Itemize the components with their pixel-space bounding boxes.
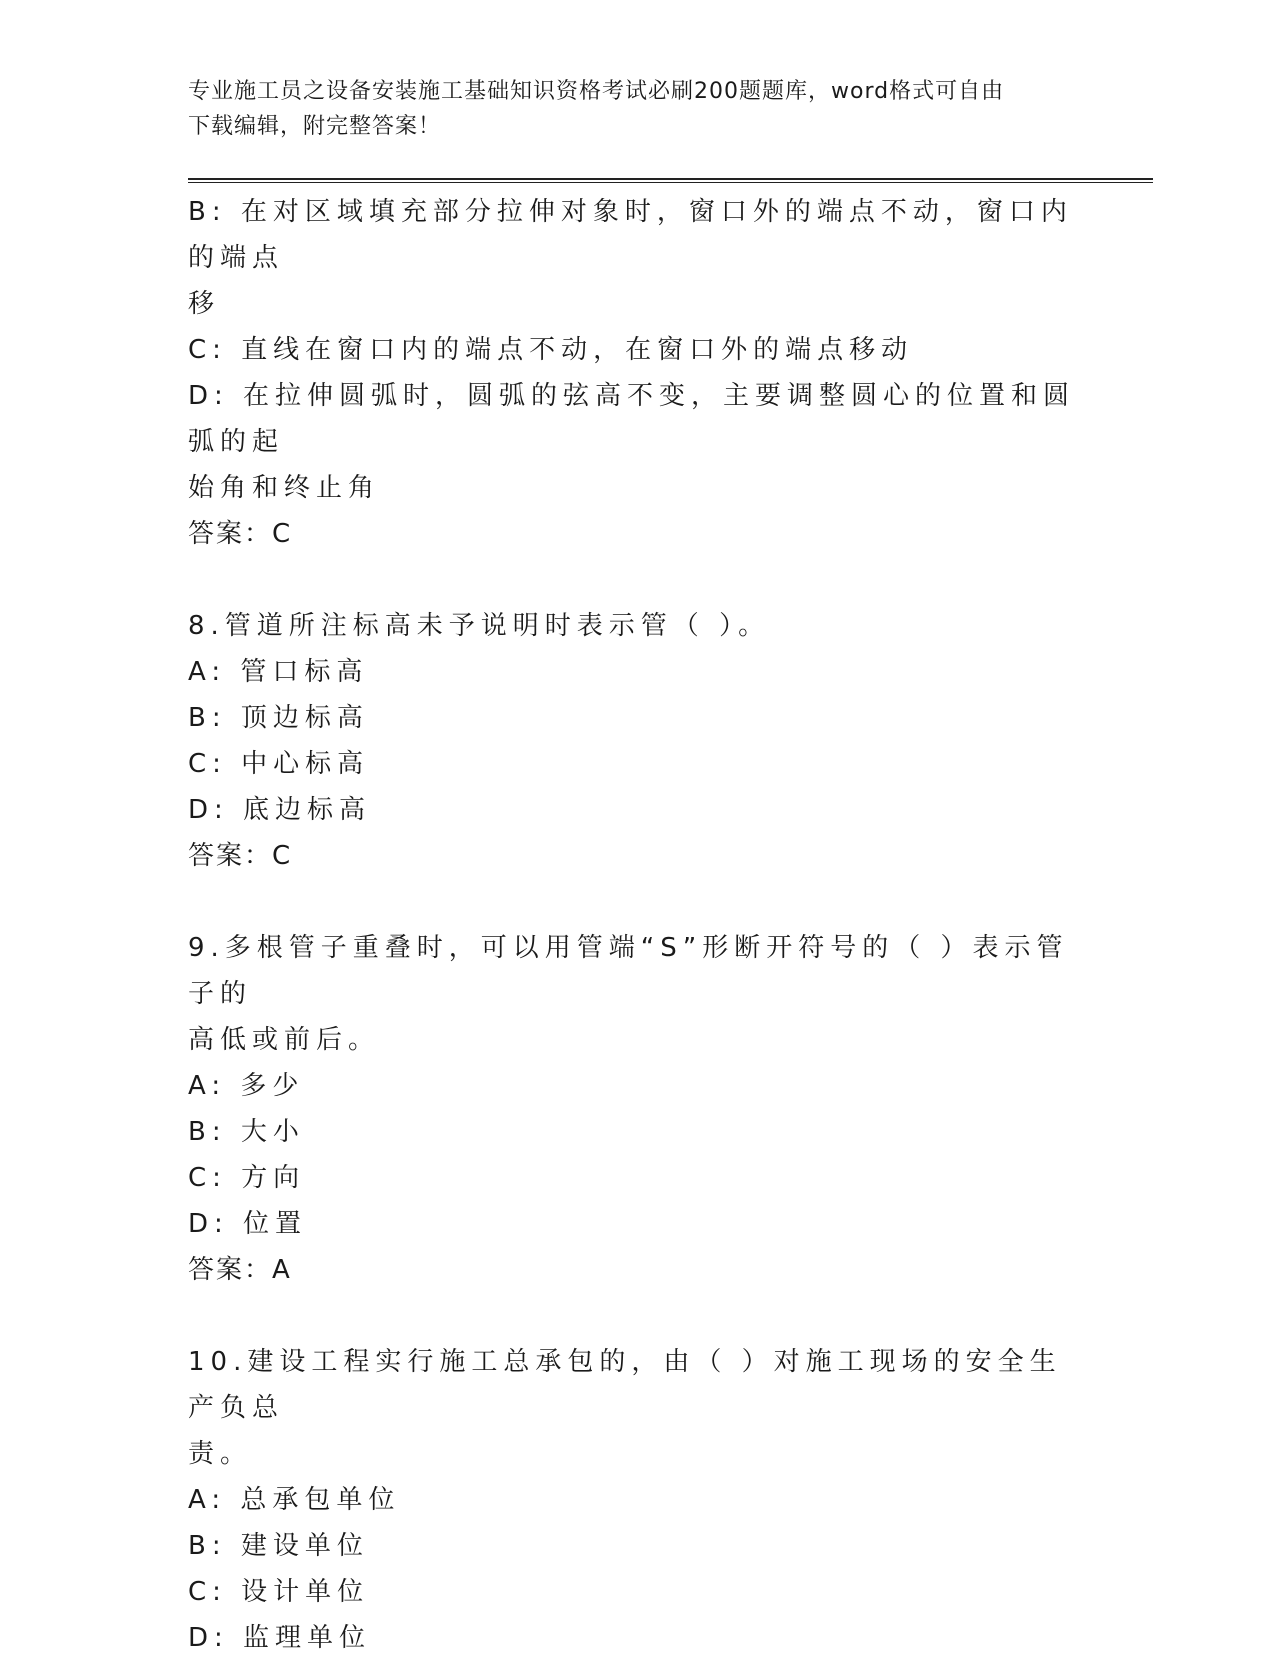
q8-option-c: C: 中心标高 [188, 749, 370, 779]
question-9 [188, 925, 1088, 1293]
header-divider [188, 178, 1153, 183]
q8-stem: 8.管道所注标高未予说明时表示管（ ）。 [188, 611, 771, 641]
question-8 [188, 603, 1088, 879]
q9-stem-line-1: 9.多根管子重叠时，可以用管端“S”形断开符号的（ ）表示管子的 [188, 933, 1069, 1009]
q8-option-a: A: 管口标高 [188, 657, 369, 687]
q9-option-b: B: 大小 [188, 1117, 305, 1147]
q10-stem-line-1: 10.建设工程实行施工总承包的，由（ ）对施工现场的安全生产负总 [188, 1347, 1062, 1423]
question-10 [188, 1339, 1088, 1661]
q10-option-a: A: 总承包单位 [188, 1485, 401, 1515]
q9-option-c: C: 方向 [188, 1163, 306, 1193]
document-header [188, 74, 1068, 144]
q8-option-d: D: 底边标高 [188, 795, 372, 825]
q9-stem-line-2: 高低或前后。 [188, 1025, 381, 1055]
q8-answer: 答案：C [188, 841, 293, 871]
spacer [188, 879, 1088, 925]
q10-option-b: B: 建设单位 [188, 1531, 369, 1561]
question-7-continued [188, 189, 1088, 557]
question-list [188, 189, 1088, 1661]
header-title-line-2: 下载编辑，附完整答案！ [188, 114, 442, 139]
q10-option-c: C: 设计单位 [188, 1577, 370, 1607]
q10-stem-line-2: 责。 [188, 1439, 253, 1469]
header-title-line-1: 专业施工员之设备安装施工基础知识资格考试必刷200题题库，word格式可自由 [188, 79, 1005, 104]
spacer [188, 557, 1088, 603]
q7-option-b-line-1: B: 在对区域填充部分拉伸对象时，窗口外的端点不动，窗口内的端点 [188, 197, 1073, 273]
q9-option-a: A: 多少 [188, 1071, 305, 1101]
q9-answer: 答案：A [188, 1255, 292, 1285]
q8-option-b: B: 顶边标高 [188, 703, 369, 733]
q7-option-c: C: 直线在窗口内的端点不动，在窗口外的端点移动 [188, 335, 914, 365]
spacer [188, 1293, 1088, 1339]
q7-option-d-line-1: D: 在拉伸圆弧时，圆弧的弦高不变，主要调整圆心的位置和圆弧的起 [188, 381, 1076, 457]
q9-option-d: D: 位置 [188, 1209, 308, 1239]
q7-option-d-line-2: 始角和终止角 [188, 473, 381, 503]
q7-option-b-line-2: 移 [188, 289, 221, 319]
q10-option-d: D: 监理单位 [188, 1623, 372, 1653]
q7-answer: 答案：C [188, 519, 293, 549]
